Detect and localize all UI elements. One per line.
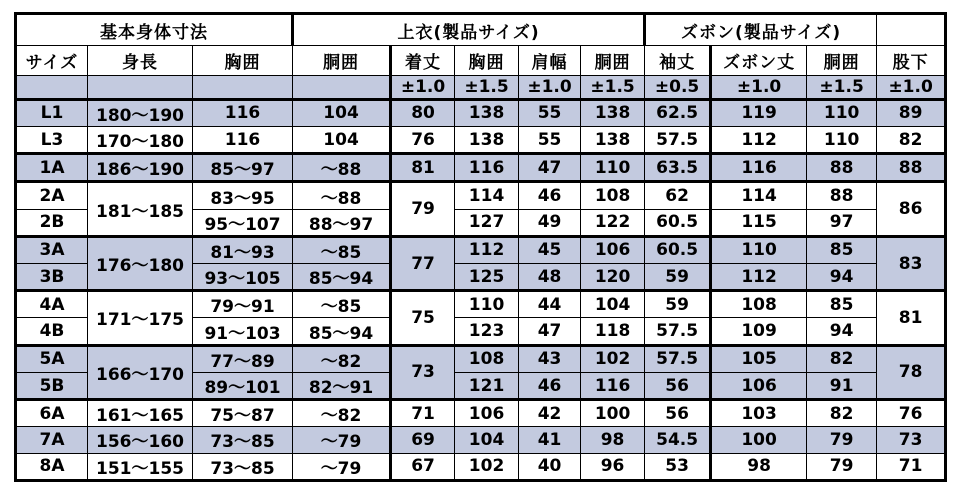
cell-pants-length: 110 [711,236,807,263]
cell-size: 8A [16,453,88,480]
cell-jacket-length: 81 [391,154,455,182]
cell-jacket-sleeve: 62.5 [645,99,711,126]
cell-jacket-chest: 114 [455,182,519,209]
cell-jacket-sleeve: 60.5 [645,236,711,263]
table-row [16,453,946,480]
cell-jacket-chest: 106 [455,400,519,427]
cell-jacket-chest: 125 [455,264,519,291]
group-header-row [16,14,946,46]
cell-size: 2A [16,182,88,209]
tolerance-body-chest [193,75,293,99]
cell-size: 3B [16,264,88,291]
cell-body-chest: 116 [193,99,293,126]
cell-size: L3 [16,126,88,153]
cell-jacket-shoulder: 47 [519,154,581,182]
cell-pants-inseam: 82 [877,126,946,153]
cell-pants-waist: 88 [807,154,877,182]
cell-height: 171〜175 [88,291,193,345]
size-chart-table [14,12,947,482]
tolerance-body-waist [293,75,391,99]
cell-height: 166〜170 [88,345,193,399]
table-row [16,291,946,318]
cell-body-waist: 〜82 [293,345,391,372]
cell-pants-length: 115 [711,209,807,236]
cell-pants-length: 106 [711,372,807,399]
cell-jacket-shoulder: 44 [519,291,581,318]
cell-jacket-chest: 116 [455,154,519,182]
cell-body-waist: 〜79 [293,427,391,453]
cell-jacket-length: 77 [391,236,455,290]
cell-pants-inseam: 86 [877,182,946,236]
cell-size: 4B [16,318,88,345]
cell-body-waist: 82〜91 [293,372,391,399]
cell-jacket-length: 69 [391,427,455,453]
cell-size: 3A [16,236,88,263]
cell-jacket-shoulder: 49 [519,209,581,236]
cell-height: 186〜190 [88,154,193,182]
cell-jacket-shoulder: 45 [519,236,581,263]
cell-jacket-sleeve: 57.5 [645,345,711,372]
cell-body-waist: 88〜97 [293,209,391,236]
tolerance-row [16,75,946,99]
cell-jacket-waist: 100 [581,400,645,427]
cell-jacket-shoulder: 55 [519,126,581,153]
cell-pants-inseam: 89 [877,99,946,126]
cell-jacket-waist: 122 [581,209,645,236]
cell-pants-inseam: 83 [877,236,946,290]
column-header-size: サイズ [16,46,88,75]
table-row [16,99,946,126]
cell-jacket-waist: 108 [581,182,645,209]
tolerance-jacket-sleeve: ±0.5 [645,75,711,99]
cell-jacket-shoulder: 48 [519,264,581,291]
cell-jacket-shoulder: 43 [519,345,581,372]
cell-jacket-shoulder: 47 [519,318,581,345]
column-header-jacket-chest: 胸囲 [455,46,519,75]
group-header-pants: ズボン(製品サイズ) [645,14,877,46]
table-row [16,427,946,453]
cell-body-waist: 〜85 [293,236,391,263]
cell-body-waist: 〜79 [293,453,391,480]
cell-pants-waist: 82 [807,345,877,372]
cell-jacket-length: 76 [391,126,455,153]
cell-pants-waist: 110 [807,126,877,153]
cell-body-waist: 104 [293,99,391,126]
cell-jacket-chest: 138 [455,126,519,153]
cell-pants-inseam: 76 [877,400,946,427]
tolerance-size [16,75,88,99]
cell-jacket-chest: 138 [455,99,519,126]
cell-body-waist: 85〜94 [293,264,391,291]
cell-body-waist: 〜88 [293,154,391,182]
table-row [16,126,946,153]
cell-jacket-waist: 120 [581,264,645,291]
cell-jacket-shoulder: 55 [519,99,581,126]
cell-size: 4A [16,291,88,318]
cell-jacket-shoulder: 46 [519,372,581,399]
tolerance-jacket-length: ±1.0 [391,75,455,99]
cell-jacket-sleeve: 56 [645,372,711,399]
cell-jacket-shoulder: 40 [519,453,581,480]
cell-height: 151〜155 [88,453,193,480]
cell-pants-waist: 85 [807,291,877,318]
cell-body-chest: 77〜89 [193,345,293,372]
cell-body-chest: 79〜91 [193,291,293,318]
cell-body-chest: 83〜95 [193,182,293,209]
cell-pants-length: 103 [711,400,807,427]
cell-pants-length: 105 [711,345,807,372]
cell-pants-waist: 82 [807,400,877,427]
cell-jacket-shoulder: 42 [519,400,581,427]
cell-height: 176〜180 [88,236,193,290]
tolerance-pants-inseam: ±1.0 [877,75,946,99]
cell-jacket-waist: 104 [581,291,645,318]
cell-jacket-sleeve: 59 [645,291,711,318]
cell-pants-waist: 94 [807,264,877,291]
cell-pants-waist: 94 [807,318,877,345]
cell-height: 156〜160 [88,427,193,453]
cell-pants-waist: 85 [807,236,877,263]
cell-jacket-length: 73 [391,345,455,399]
table-row [16,345,946,372]
cell-jacket-sleeve: 59 [645,264,711,291]
cell-pants-inseam: 73 [877,427,946,453]
cell-body-waist: 〜88 [293,182,391,209]
cell-jacket-waist: 118 [581,318,645,345]
cell-jacket-length: 79 [391,182,455,236]
cell-jacket-chest: 108 [455,345,519,372]
column-header-body-chest: 胸囲 [193,46,293,75]
tolerance-pants-waist: ±1.5 [807,75,877,99]
cell-pants-length: 112 [711,126,807,153]
cell-body-chest: 81〜93 [193,236,293,263]
cell-pants-length: 98 [711,453,807,480]
cell-body-chest: 73〜85 [193,453,293,480]
cell-jacket-shoulder: 46 [519,182,581,209]
group-header-jacket: 上衣(製品サイズ) [293,14,645,46]
cell-jacket-sleeve: 60.5 [645,209,711,236]
column-header-jacket-shoulder: 肩幅 [519,46,581,75]
column-header-pants-inseam: 股下 [877,46,946,75]
cell-pants-length: 109 [711,318,807,345]
table-row [16,400,946,427]
cell-jacket-length: 71 [391,400,455,427]
cell-pants-waist: 91 [807,372,877,399]
cell-jacket-length: 80 [391,99,455,126]
table-row [16,154,946,182]
cell-body-chest: 116 [193,126,293,153]
cell-jacket-sleeve: 54.5 [645,427,711,453]
cell-pants-inseam: 78 [877,345,946,399]
cell-body-waist: 〜82 [293,400,391,427]
cell-body-chest: 89〜101 [193,372,293,399]
column-header-pants-waist: 胴囲 [807,46,877,75]
cell-body-waist: 85〜94 [293,318,391,345]
column-header-height: 身長 [88,46,193,75]
cell-jacket-sleeve: 53 [645,453,711,480]
cell-jacket-chest: 102 [455,453,519,480]
cell-size: 2B [16,209,88,236]
cell-body-chest: 91〜103 [193,318,293,345]
cell-jacket-sleeve: 62 [645,182,711,209]
cell-pants-length: 108 [711,291,807,318]
cell-jacket-waist: 102 [581,345,645,372]
cell-jacket-chest: 104 [455,427,519,453]
cell-pants-waist: 97 [807,209,877,236]
cell-jacket-sleeve: 63.5 [645,154,711,182]
cell-jacket-chest: 123 [455,318,519,345]
cell-body-chest: 73〜85 [193,427,293,453]
cell-jacket-chest: 112 [455,236,519,263]
cell-jacket-length: 67 [391,453,455,480]
cell-jacket-chest: 127 [455,209,519,236]
group-header-body-measurements: 基本身体寸法 [16,14,293,46]
cell-size: 5B [16,372,88,399]
cell-jacket-sleeve: 57.5 [645,318,711,345]
cell-pants-waist: 88 [807,182,877,209]
column-header-jacket-sleeve: 袖丈 [645,46,711,75]
tolerance-height [88,75,193,99]
tolerance-jacket-chest: ±1.5 [455,75,519,99]
cell-height: 180〜190 [88,99,193,126]
cell-height: 170〜180 [88,126,193,153]
column-header-jacket-waist: 胴囲 [581,46,645,75]
cell-jacket-sleeve: 56 [645,400,711,427]
cell-jacket-chest: 121 [455,372,519,399]
cell-jacket-waist: 98 [581,427,645,453]
cell-jacket-waist: 138 [581,99,645,126]
cell-pants-inseam: 71 [877,453,946,480]
cell-pants-waist: 110 [807,99,877,126]
cell-size: 1A [16,154,88,182]
cell-pants-inseam: 88 [877,154,946,182]
cell-height: 181〜185 [88,182,193,236]
column-header-body-waist: 胴囲 [293,46,391,75]
cell-jacket-chest: 110 [455,291,519,318]
table-row [16,236,946,263]
cell-pants-length: 119 [711,99,807,126]
cell-pants-length: 112 [711,264,807,291]
column-header-pants-length: ズボン丈 [711,46,807,75]
cell-size: L1 [16,99,88,126]
cell-jacket-waist: 138 [581,126,645,153]
cell-size: 7A [16,427,88,453]
cell-pants-waist: 79 [807,453,877,480]
cell-jacket-shoulder: 41 [519,427,581,453]
cell-jacket-waist: 106 [581,236,645,263]
cell-body-chest: 95〜107 [193,209,293,236]
tolerance-jacket-waist: ±1.5 [581,75,645,99]
cell-body-chest: 75〜87 [193,400,293,427]
cell-pants-inseam: 81 [877,291,946,345]
cell-jacket-waist: 116 [581,372,645,399]
cell-jacket-waist: 96 [581,453,645,480]
cell-pants-length: 116 [711,154,807,182]
cell-size: 6A [16,400,88,427]
table-row [16,182,946,209]
cell-body-waist: 〜85 [293,291,391,318]
cell-pants-waist: 79 [807,427,877,453]
cell-size: 5A [16,345,88,372]
column-header-row [16,46,946,75]
tolerance-pants-length: ±1.0 [711,75,807,99]
cell-pants-length: 100 [711,427,807,453]
cell-body-chest: 93〜105 [193,264,293,291]
cell-pants-length: 114 [711,182,807,209]
column-header-jacket-length: 着丈 [391,46,455,75]
cell-jacket-length: 75 [391,291,455,345]
cell-height: 161〜165 [88,400,193,427]
cell-jacket-waist: 110 [581,154,645,182]
cell-body-waist: 104 [293,126,391,153]
tolerance-jacket-shoulder: ±1.0 [519,75,581,99]
cell-body-chest: 85〜97 [193,154,293,182]
cell-jacket-sleeve: 57.5 [645,126,711,153]
